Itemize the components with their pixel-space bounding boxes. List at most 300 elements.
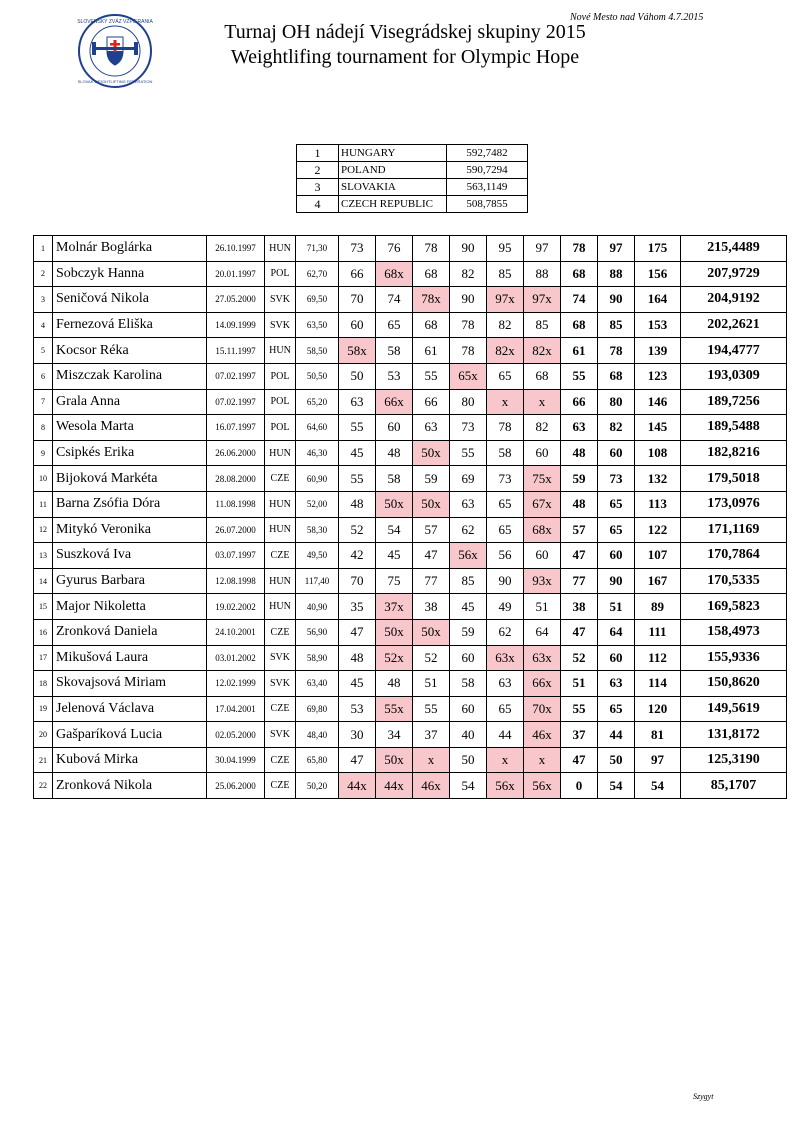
team-score: 508,7855	[447, 196, 528, 213]
team-rank: 2	[297, 162, 339, 179]
attempt-6: 70x	[524, 696, 561, 722]
attempt-1: 45	[339, 671, 376, 697]
points: 85,1707	[681, 773, 787, 799]
nation: HUN	[265, 517, 296, 543]
attempt-3: 50x	[413, 491, 450, 517]
attempt-3: 68	[413, 261, 450, 287]
total: 123	[635, 363, 681, 389]
attempt-2: 75	[376, 568, 413, 594]
attempt-4: 73	[450, 415, 487, 441]
athlete-row	[34, 287, 787, 313]
nation: CZE	[265, 696, 296, 722]
attempt-6: x	[524, 747, 561, 773]
attempt-4: 60	[450, 696, 487, 722]
position: 7	[34, 389, 53, 415]
best-snatch: 66	[561, 389, 598, 415]
athlete-row	[34, 619, 787, 645]
attempt-2: 66x	[376, 389, 413, 415]
best-clean-jerk: 78	[598, 338, 635, 364]
best-snatch: 61	[561, 338, 598, 364]
athlete-row	[34, 236, 787, 262]
attempt-1: 53	[339, 696, 376, 722]
best-clean-jerk: 63	[598, 671, 635, 697]
points: 155,9336	[681, 645, 787, 671]
attempt-6: 88	[524, 261, 561, 287]
best-clean-jerk: 65	[598, 696, 635, 722]
position: 17	[34, 645, 53, 671]
athlete-row	[34, 696, 787, 722]
attempt-2: 58	[376, 338, 413, 364]
attempt-1: 66	[339, 261, 376, 287]
attempt-4: 82	[450, 261, 487, 287]
nation: CZE	[265, 543, 296, 569]
athlete-name: Bijoková Markéta	[53, 466, 207, 492]
birth-date: 03.07.1997	[207, 543, 265, 569]
attempt-2: 34	[376, 722, 413, 748]
best-snatch: 48	[561, 491, 598, 517]
points: 125,3190	[681, 747, 787, 773]
nation: HUN	[265, 568, 296, 594]
attempt-1: 52	[339, 517, 376, 543]
position: 19	[34, 696, 53, 722]
nation: SVK	[265, 312, 296, 338]
position: 15	[34, 594, 53, 620]
best-clean-jerk: 51	[598, 594, 635, 620]
birth-date: 20.01.1997	[207, 261, 265, 287]
attempt-2: 54	[376, 517, 413, 543]
position: 20	[34, 722, 53, 748]
best-snatch: 48	[561, 440, 598, 466]
attempt-5: 85	[487, 261, 524, 287]
points: 170,7864	[681, 543, 787, 569]
attempt-6: 68x	[524, 517, 561, 543]
best-clean-jerk: 68	[598, 363, 635, 389]
best-clean-jerk: 73	[598, 466, 635, 492]
best-clean-jerk: 90	[598, 568, 635, 594]
birth-date: 07.02.1997	[207, 389, 265, 415]
athlete-name: Zronková Nikola	[53, 773, 207, 799]
position: 16	[34, 619, 53, 645]
attempt-3: 51	[413, 671, 450, 697]
points: 179,5018	[681, 466, 787, 492]
points: 189,7256	[681, 389, 787, 415]
nation: POL	[265, 389, 296, 415]
attempt-6: 93x	[524, 568, 561, 594]
points: 149,5619	[681, 696, 787, 722]
total: 132	[635, 466, 681, 492]
athlete-name: Sobczyk Hanna	[53, 261, 207, 287]
points: 170,5335	[681, 568, 787, 594]
best-clean-jerk: 44	[598, 722, 635, 748]
best-clean-jerk: 65	[598, 491, 635, 517]
body-weight: 117,40	[296, 568, 339, 594]
attempt-3: 52	[413, 645, 450, 671]
athlete-name: Mitykó Veronika	[53, 517, 207, 543]
attempt-4: 90	[450, 287, 487, 313]
points: 193,0309	[681, 363, 787, 389]
attempt-3: 47	[413, 543, 450, 569]
attempt-3: 38	[413, 594, 450, 620]
attempt-5: 65	[487, 363, 524, 389]
best-snatch: 55	[561, 363, 598, 389]
attempt-3: 63	[413, 415, 450, 441]
body-weight: 48,40	[296, 722, 339, 748]
attempt-6: 63x	[524, 645, 561, 671]
team-rank: 1	[297, 145, 339, 162]
nation: CZE	[265, 747, 296, 773]
best-clean-jerk: 50	[598, 747, 635, 773]
best-snatch: 47	[561, 747, 598, 773]
attempt-4: 60	[450, 645, 487, 671]
best-clean-jerk: 90	[598, 287, 635, 313]
team-score: 592,7482	[447, 145, 528, 162]
attempt-3: 57	[413, 517, 450, 543]
points: 131,8172	[681, 722, 787, 748]
total: 139	[635, 338, 681, 364]
points: 150,8620	[681, 671, 787, 697]
position: 13	[34, 543, 53, 569]
birth-date: 12.08.1998	[207, 568, 265, 594]
birth-date: 26.06.2000	[207, 440, 265, 466]
attempt-2: 53	[376, 363, 413, 389]
position: 11	[34, 491, 53, 517]
nation: SVK	[265, 287, 296, 313]
athlete-row	[34, 338, 787, 364]
attempt-5: 78	[487, 415, 524, 441]
attempt-3: 55	[413, 363, 450, 389]
attempt-1: 70	[339, 287, 376, 313]
best-snatch: 38	[561, 594, 598, 620]
attempt-5: 44	[487, 722, 524, 748]
team-rank: 3	[297, 179, 339, 196]
attempt-4: 59	[450, 619, 487, 645]
best-clean-jerk: 85	[598, 312, 635, 338]
attempt-1: 47	[339, 747, 376, 773]
birth-date: 26.07.2000	[207, 517, 265, 543]
attempt-1: 60	[339, 312, 376, 338]
title-line-1: Turnaj OH nádejí Visegrádskej skupiny 2015	[224, 21, 586, 43]
team-row	[297, 162, 528, 179]
athlete-name: Gašparíková Lucia	[53, 722, 207, 748]
total: 122	[635, 517, 681, 543]
body-weight: 63,40	[296, 671, 339, 697]
body-weight: 49,50	[296, 543, 339, 569]
athlete-row	[34, 671, 787, 697]
points: 202,2621	[681, 312, 787, 338]
birth-date: 14.09.1999	[207, 312, 265, 338]
birth-date: 03.01.2002	[207, 645, 265, 671]
attempt-5: 95	[487, 236, 524, 262]
attempt-5: 82x	[487, 338, 524, 364]
svg-text:SLOVAK WEIGHTLIFTING FEDERATIO: SLOVAK WEIGHTLIFTING FEDERATION	[77, 79, 153, 84]
athlete-row	[34, 773, 787, 799]
best-clean-jerk: 65	[598, 517, 635, 543]
nation: CZE	[265, 619, 296, 645]
attempt-6: 56x	[524, 773, 561, 799]
best-clean-jerk: 60	[598, 543, 635, 569]
body-weight: 50,50	[296, 363, 339, 389]
best-clean-jerk: 60	[598, 645, 635, 671]
attempt-1: 44x	[339, 773, 376, 799]
attempt-2: 55x	[376, 696, 413, 722]
best-snatch: 78	[561, 236, 598, 262]
best-snatch: 77	[561, 568, 598, 594]
attempt-5: 56x	[487, 773, 524, 799]
attempt-2: 74	[376, 287, 413, 313]
best-snatch: 59	[561, 466, 598, 492]
points: 189,5488	[681, 415, 787, 441]
birth-date: 25.06.2000	[207, 773, 265, 799]
attempt-4: 78	[450, 338, 487, 364]
athlete-name: Skovajsová Miriam	[53, 671, 207, 697]
best-snatch: 57	[561, 517, 598, 543]
body-weight: 71,30	[296, 236, 339, 262]
body-weight: 58,90	[296, 645, 339, 671]
attempt-1: 47	[339, 619, 376, 645]
athlete-name: Zronková Daniela	[53, 619, 207, 645]
attempt-3: 78x	[413, 287, 450, 313]
attempt-2: 50x	[376, 619, 413, 645]
attempt-3: x	[413, 747, 450, 773]
best-clean-jerk: 54	[598, 773, 635, 799]
athlete-name: Seničová Nikola	[53, 287, 207, 313]
attempt-6: 64	[524, 619, 561, 645]
position: 4	[34, 312, 53, 338]
position: 2	[34, 261, 53, 287]
attempt-6: 82x	[524, 338, 561, 364]
birth-date: 02.05.2000	[207, 722, 265, 748]
attempt-2: 60	[376, 415, 413, 441]
nation: POL	[265, 261, 296, 287]
best-snatch: 68	[561, 312, 598, 338]
best-clean-jerk: 80	[598, 389, 635, 415]
birth-date: 16.07.1997	[207, 415, 265, 441]
total: 54	[635, 773, 681, 799]
team-country: SLOVAKIA	[339, 179, 447, 196]
nation: CZE	[265, 773, 296, 799]
best-clean-jerk: 97	[598, 236, 635, 262]
best-snatch: 51	[561, 671, 598, 697]
position: 1	[34, 236, 53, 262]
best-snatch: 68	[561, 261, 598, 287]
attempt-4: 55	[450, 440, 487, 466]
total: 81	[635, 722, 681, 748]
points: 173,0976	[681, 491, 787, 517]
attempt-6: 85	[524, 312, 561, 338]
attempt-2: 48	[376, 671, 413, 697]
attempt-6: x	[524, 389, 561, 415]
attempt-3: 66	[413, 389, 450, 415]
team-row	[297, 145, 528, 162]
birth-date: 27.05.2000	[207, 287, 265, 313]
best-clean-jerk: 88	[598, 261, 635, 287]
attempt-4: 85	[450, 568, 487, 594]
total: 97	[635, 747, 681, 773]
attempt-2: 44x	[376, 773, 413, 799]
nation: HUN	[265, 440, 296, 466]
attempt-4: 80	[450, 389, 487, 415]
team-row	[297, 196, 528, 213]
position: 5	[34, 338, 53, 364]
attempt-3: 61	[413, 338, 450, 364]
team-country: HUNGARY	[339, 145, 447, 162]
nation: HUN	[265, 338, 296, 364]
attempt-3: 55	[413, 696, 450, 722]
athlete-name: Fernezová Eliška	[53, 312, 207, 338]
attempt-3: 77	[413, 568, 450, 594]
attempt-5: x	[487, 747, 524, 773]
attempt-1: 48	[339, 491, 376, 517]
body-weight: 46,30	[296, 440, 339, 466]
nation: CZE	[265, 466, 296, 492]
attempt-3: 50x	[413, 619, 450, 645]
attempt-5: 63	[487, 671, 524, 697]
attempt-5: 73	[487, 466, 524, 492]
attempt-1: 63	[339, 389, 376, 415]
athlete-name: Miszczak Karolina	[53, 363, 207, 389]
total: 111	[635, 619, 681, 645]
best-snatch: 63	[561, 415, 598, 441]
athlete-row	[34, 722, 787, 748]
athlete-name: Wesola Marta	[53, 415, 207, 441]
nation: SVK	[265, 645, 296, 671]
attempt-5: 63x	[487, 645, 524, 671]
attempt-6: 66x	[524, 671, 561, 697]
body-weight: 58,50	[296, 338, 339, 364]
total: 108	[635, 440, 681, 466]
attempt-1: 45	[339, 440, 376, 466]
attempt-4: 58	[450, 671, 487, 697]
attempt-6: 97	[524, 236, 561, 262]
birth-date: 30.04.1999	[207, 747, 265, 773]
team-country: POLAND	[339, 162, 447, 179]
athlete-name: Grala Anna	[53, 389, 207, 415]
attempt-5: 56	[487, 543, 524, 569]
nation: HUN	[265, 594, 296, 620]
attempt-6: 60	[524, 440, 561, 466]
birth-date: 24.10.2001	[207, 619, 265, 645]
attempt-4: 50	[450, 747, 487, 773]
team-score: 563,1149	[447, 179, 528, 196]
attempt-2: 58	[376, 466, 413, 492]
nation: SVK	[265, 671, 296, 697]
svg-text:SLOVENSKÝ ZVÄZ VZPIERANIA: SLOVENSKÝ ZVÄZ VZPIERANIA	[77, 19, 153, 25]
attempt-4: 54	[450, 773, 487, 799]
athlete-row	[34, 543, 787, 569]
athlete-name: Csipkés Erika	[53, 440, 207, 466]
attempt-5: 62	[487, 619, 524, 645]
attempt-4: 56x	[450, 543, 487, 569]
attempt-1: 50	[339, 363, 376, 389]
attempt-6: 75x	[524, 466, 561, 492]
position: 8	[34, 415, 53, 441]
best-snatch: 55	[561, 696, 598, 722]
attempt-4: 65x	[450, 363, 487, 389]
nation: POL	[265, 363, 296, 389]
signature: Szygyt	[693, 1092, 714, 1101]
team-country: CZECH REPUBLIC	[339, 196, 447, 213]
attempt-1: 42	[339, 543, 376, 569]
athlete-row	[34, 491, 787, 517]
points: 169,5823	[681, 594, 787, 620]
body-weight: 69,80	[296, 696, 339, 722]
attempt-1: 35	[339, 594, 376, 620]
attempt-3: 46x	[413, 773, 450, 799]
attempt-2: 48	[376, 440, 413, 466]
total: 156	[635, 261, 681, 287]
attempt-2: 50x	[376, 747, 413, 773]
attempt-5: 65	[487, 696, 524, 722]
attempt-1: 70	[339, 568, 376, 594]
attempt-5: 58	[487, 440, 524, 466]
attempt-2: 65	[376, 312, 413, 338]
body-weight: 40,90	[296, 594, 339, 620]
athlete-name: Suszková Iva	[53, 543, 207, 569]
attempt-1: 55	[339, 466, 376, 492]
attempt-5: 65	[487, 491, 524, 517]
points: 182,8216	[681, 440, 787, 466]
nation: HUN	[265, 491, 296, 517]
body-weight: 62,70	[296, 261, 339, 287]
attempt-4: 90	[450, 236, 487, 262]
body-weight: 58,30	[296, 517, 339, 543]
athlete-row	[34, 261, 787, 287]
birth-date: 07.02.1997	[207, 363, 265, 389]
attempt-6: 60	[524, 543, 561, 569]
athlete-name: Kocsor Réka	[53, 338, 207, 364]
attempt-2: 37x	[376, 594, 413, 620]
team-ranking-table	[296, 144, 528, 213]
total: 112	[635, 645, 681, 671]
points: 171,1169	[681, 517, 787, 543]
attempt-5: 97x	[487, 287, 524, 313]
attempt-6: 68	[524, 363, 561, 389]
athlete-row	[34, 568, 787, 594]
best-clean-jerk: 60	[598, 440, 635, 466]
attempt-5: 82	[487, 312, 524, 338]
attempt-6: 51	[524, 594, 561, 620]
attempt-2: 52x	[376, 645, 413, 671]
birth-date: 12.02.1999	[207, 671, 265, 697]
attempt-3: 37	[413, 722, 450, 748]
body-weight: 56,90	[296, 619, 339, 645]
birth-date: 15.11.1997	[207, 338, 265, 364]
total: 167	[635, 568, 681, 594]
athlete-name: Barna Zsófia Dóra	[53, 491, 207, 517]
attempt-1: 48	[339, 645, 376, 671]
position: 14	[34, 568, 53, 594]
attempt-6: 46x	[524, 722, 561, 748]
total: 89	[635, 594, 681, 620]
attempt-6: 82	[524, 415, 561, 441]
total: 175	[635, 236, 681, 262]
position: 3	[34, 287, 53, 313]
team-rank: 4	[297, 196, 339, 213]
nation: POL	[265, 415, 296, 441]
attempt-2: 76	[376, 236, 413, 262]
attempt-5: 65	[487, 517, 524, 543]
birth-date: 26.10.1997	[207, 236, 265, 262]
best-snatch: 0	[561, 773, 598, 799]
birth-date: 17.04.2001	[207, 696, 265, 722]
attempt-5: 90	[487, 568, 524, 594]
athlete-row	[34, 363, 787, 389]
attempt-4: 78	[450, 312, 487, 338]
athlete-name: Major Nikoletta	[53, 594, 207, 620]
body-weight: 63,50	[296, 312, 339, 338]
attempt-1: 73	[339, 236, 376, 262]
position: 9	[34, 440, 53, 466]
